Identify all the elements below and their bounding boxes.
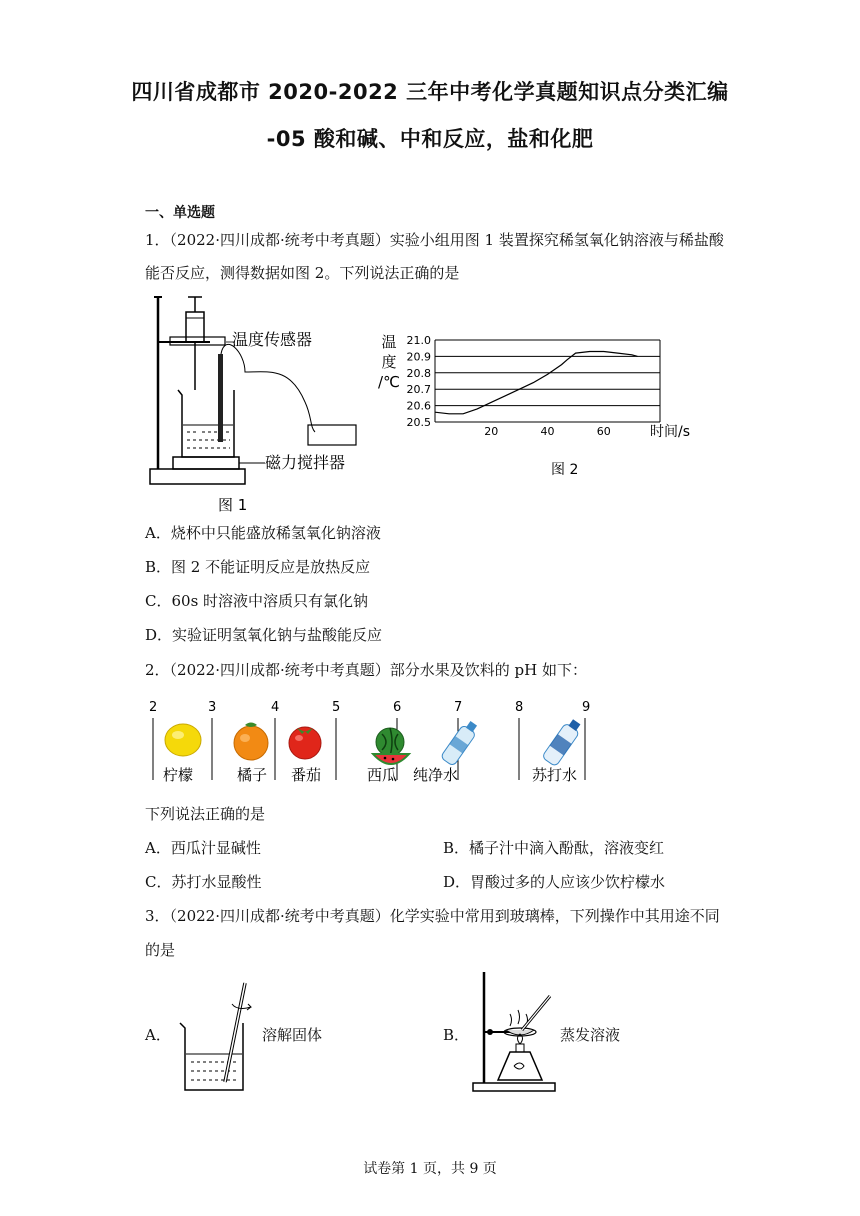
chart-x-tick-label: 20 [484,425,499,438]
chart-y-axis-label-char: /℃ [378,373,400,391]
q1-stem-line1: 1．（2022·四川成都·统考中考真题）实验小组用图 1 装置探究稀氢氧化钠溶液与稀盐酸 [145,231,724,249]
chart-x-tick-label: 40 [540,425,555,438]
q3-stem-line1: 3．（2022·四川成都·统考中考真题）化学实验中常用到玻璃棒，下列操作中其用途不同 [145,907,720,925]
ph-tick-4: 4 [271,700,280,715]
item-label-orange: 橘子 [237,766,268,784]
chart-y-tick-label: 20.5 [406,416,431,429]
item-label-watermelon: 西瓜 [367,766,398,784]
q1-option-c: C．60s 时溶液中溶质只有氯化钠 [145,592,369,610]
chart-y-tick-label: 21.0 [406,334,431,347]
q3-option-b-text: 蒸发溶液 [560,1026,621,1044]
soda-water-bottle-icon [542,717,584,767]
ph-tick-6: 6 [393,700,402,715]
page-footer: 试卷第 1 页，共 9 页 [363,1161,497,1177]
q3-stem-line2: 的是 [145,941,176,959]
ph-tick-5: 5 [332,700,341,715]
q1-option-b: B．图 2 不能证明反应是放热反应 [145,558,371,576]
ph-tick-2: 2 [149,700,158,715]
q1-stem-line2: 能否反应，测得数据如图 2。下列说法正确的是 [145,264,460,282]
fig2-caption: 图 2 [551,462,579,478]
item-label-tomato: 番茄 [291,766,322,784]
q2-stem: 2．（2022·四川成都·统考中考真题）部分水果及饮料的 pH 如下： [145,661,587,679]
water-bottle-icon [440,719,480,767]
figure-2-chart [375,325,695,480]
q2-option-d: D．胃酸过多的人应该少饮柠檬水 [443,873,666,891]
ph-tick-3: 3 [208,700,217,715]
chart-y-axis-label-char: 温 [381,333,397,351]
q2-option-a: A．西瓜汁显碱性 [145,839,261,857]
chart-y-tick-label: 20.9 [406,350,431,364]
item-label-soda-water: 苏打水 [532,766,578,784]
item-label-lemon: 柠檬 [163,766,194,784]
lemon-icon [165,724,201,756]
chart-y-tick-label: 20.6 [406,399,431,413]
evaporate-solution-figure [468,968,560,1096]
chart-x-tick-label: 60 [596,425,611,438]
figure-1-apparatus [140,292,370,517]
watermelon-icon [373,728,409,764]
item-label-pure-water: 纯净水 [413,766,459,784]
q2-prompt: 下列说法正确的是 [145,805,266,823]
q2-option-c: C．苏打水显酸性 [145,873,262,891]
ph-tick-8: 8 [515,700,524,715]
ph-tick-7: 7 [454,700,463,715]
page-title-line1: 四川省成都市 2020-2022 三年中考化学真题知识点分类汇编 [131,80,729,104]
q3-option-b-label: B． [443,1026,470,1044]
q3-option-a-text: 溶解固体 [262,1026,323,1044]
chart-y-tick-label: 20.8 [406,366,431,380]
ph-tick-9: 9 [582,700,591,715]
fig1-stirrer-label: 磁力搅拌器 [265,453,346,472]
ph-scale-figure [145,698,605,790]
chart-temperature-line [435,352,638,414]
fig1-caption: 图 1 [218,496,248,514]
dissolve-solid-figure [175,978,260,1096]
tomato-icon [289,727,321,759]
chart-y-tick-label: 20.7 [406,383,431,397]
q3-option-a-label: A． [145,1026,171,1044]
orange-icon [234,723,268,761]
q1-option-a: A．烧杯中只能盛放稀氢氧化钠溶液 [145,524,381,542]
fig1-sensor-label: 温度传感器 [232,330,313,349]
chart-x-axis-label: 时间/s [649,424,691,440]
q1-option-d: D．实验证明氢氧化钠与盐酸能反应 [145,626,383,644]
page-title-line2: -05 酸和碱、中和反应，盐和化肥 [266,127,594,151]
section-heading: 一、单选题 [145,205,215,221]
q2-option-b: B．橘子汁中滴入酚酞，溶液变红 [443,839,665,857]
chart-y-axis-label-char: 度 [381,353,397,371]
